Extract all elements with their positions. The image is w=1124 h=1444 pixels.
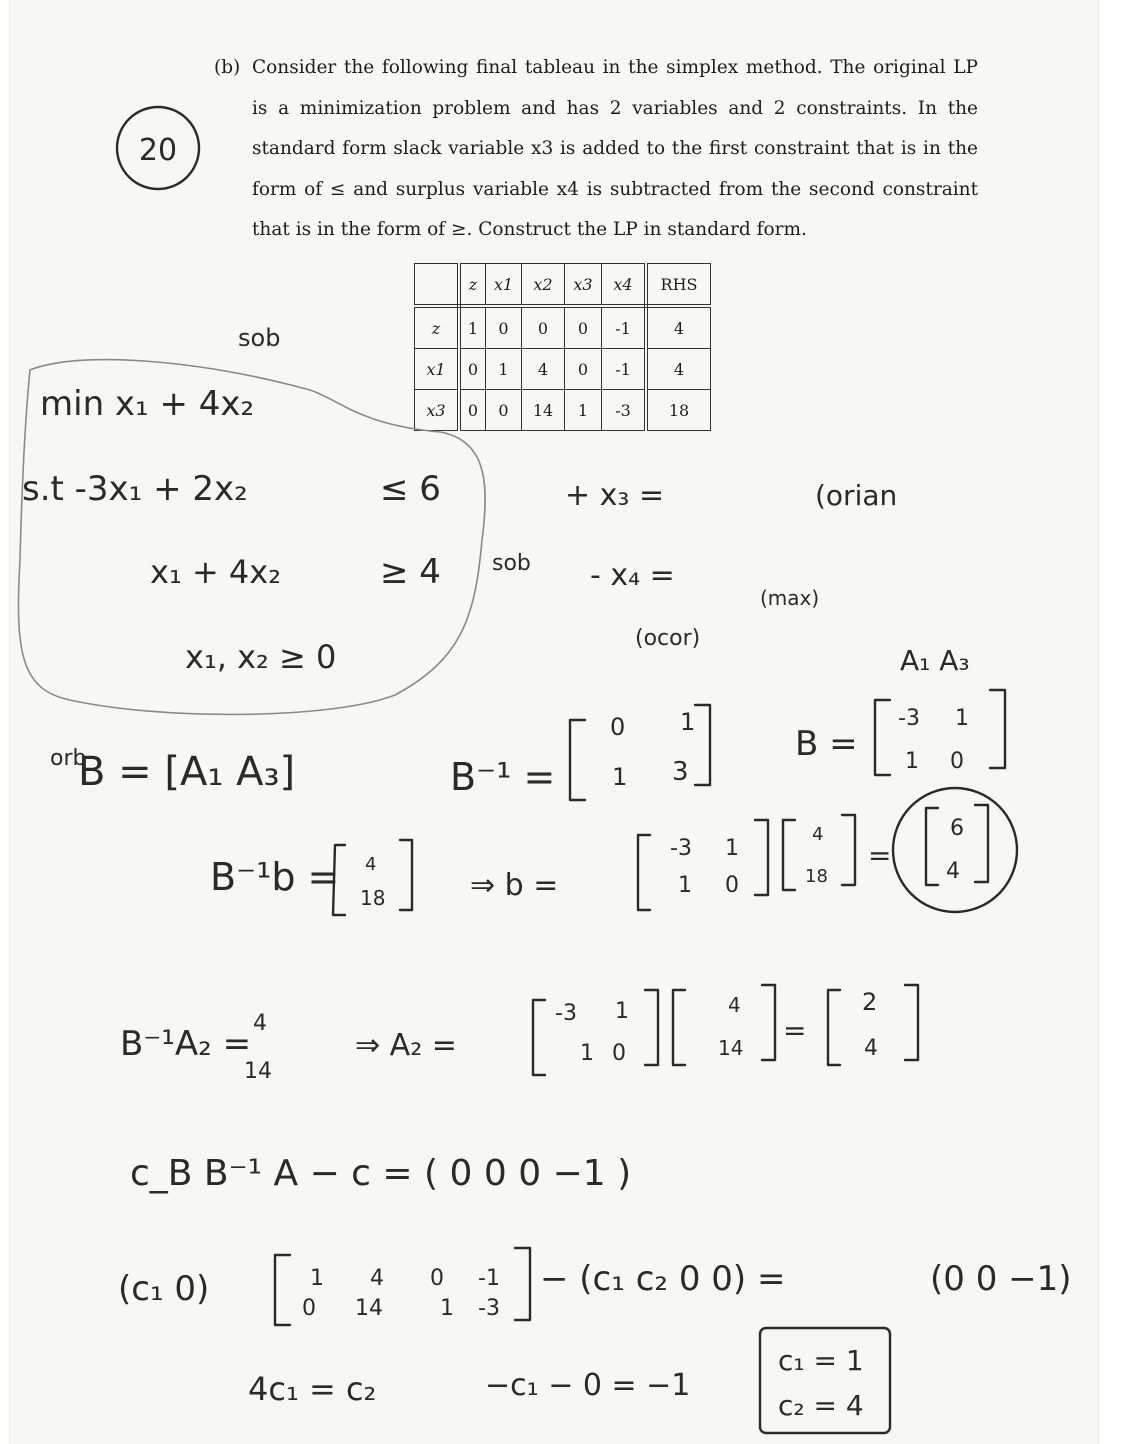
constraint-2-rel: ≥ 4 (380, 552, 441, 592)
cost-vector-left: (c₁ 0) (118, 1269, 210, 1309)
tableau-cell: -3 (602, 390, 647, 431)
tableau-header: z (459, 264, 486, 307)
tableau-cell: 4 (522, 349, 565, 390)
tableau-header: x3 (565, 264, 602, 307)
matrix-row (302, 1296, 500, 1321)
bracket-left (828, 990, 840, 1065)
tableau-cell: 0 (565, 349, 602, 390)
tableau-cell: 14 (522, 390, 565, 431)
matrix-entry: 3 (672, 757, 689, 787)
vector-entry: 2 (862, 988, 878, 1016)
vector-entry: 4 (365, 854, 377, 875)
tableau-cell: 1 (459, 306, 486, 349)
tableau-cell: 0 (522, 306, 565, 349)
cost-matrix (275, 1248, 530, 1325)
problem-text: Consider the following final tableau in the simplex method. The original LP is a minimization problem and has 2 variables and 2 constraints. In the standard form slack variable x3 is added to the first constraint that is in the form of ≤ and surplus variable x4 is subtracted from the second constraint that is in the form of ≥. Construct the LP in standard form. (252, 57, 978, 240)
matrix-entry: 0 (302, 1296, 316, 1321)
tableau-cell: 4 (646, 349, 711, 390)
surplus-term: - x₄ = (590, 558, 675, 593)
tableau-cell: 0 (459, 390, 486, 431)
problem-label: (b) (214, 57, 241, 78)
constraint-2-lhs: x₁ + 4x₂ (150, 553, 282, 591)
b-matrix (875, 690, 1005, 775)
b-calc-vector (783, 815, 855, 890)
binv-label: B⁻¹ = (450, 755, 556, 799)
tableau-cell: 1 (486, 349, 522, 390)
b-calc-matrix (638, 820, 768, 910)
tableau-basis: x3 (415, 390, 460, 431)
bracket-right (695, 705, 710, 785)
matrix-entry: -3 (555, 1001, 577, 1026)
bracket-left (570, 720, 585, 800)
a2-calc-vector (673, 985, 775, 1065)
tableau-basis: x1 (415, 349, 460, 390)
sob-scribble-2: sob (492, 551, 531, 576)
a2-label: ⇒ A₂ = (355, 1028, 457, 1063)
matrix-row (310, 1266, 500, 1291)
matrix-entry: 1 (955, 706, 969, 731)
final-equation-left: 4c₁ = c₂ (248, 1370, 377, 1408)
equals-sign: = (868, 839, 892, 872)
tableau-cell: -1 (602, 349, 647, 390)
matrix-entry: 1 (615, 999, 629, 1024)
matrix-entry: 1 (905, 749, 919, 774)
matrix-entry: 1 (440, 1296, 454, 1321)
sob-scribble: sob (238, 324, 281, 352)
binv-b-label: B⁻¹b = (210, 855, 340, 899)
tableau-cell: -1 (602, 306, 647, 349)
matrix-entry: 1 (725, 836, 739, 861)
nonnegativity: x₁, x₂ ≥ 0 (185, 638, 337, 676)
tableau-header: RHS (646, 264, 711, 307)
vector-entry: 4 (946, 859, 960, 884)
matrix-entry: -1 (478, 1266, 500, 1291)
bracket-right (755, 820, 768, 895)
tableau-cell: 0 (565, 306, 602, 349)
tableau-basis: z (415, 306, 460, 349)
vector-entry: 18 (805, 866, 828, 887)
tableau-header: x4 (602, 264, 647, 307)
bracket-right (400, 840, 412, 910)
cost-result: (0 0 −1) (930, 1259, 1072, 1299)
scribble: (max) (760, 586, 820, 610)
matrix-entry: 1 (580, 1041, 594, 1066)
b-result (893, 788, 1017, 912)
vector-entry: 4 (812, 824, 824, 845)
a2-result (828, 985, 918, 1065)
binv-matrix (570, 705, 710, 800)
bracket-left (875, 700, 890, 775)
bracket-left (275, 1255, 290, 1325)
answer-box (760, 1328, 890, 1433)
tableau-cell: 0 (459, 349, 486, 390)
a2-calc-matrix (533, 990, 658, 1075)
tableau-cell: 1 (565, 390, 602, 431)
answer-c2: c₂ = 4 (778, 1389, 864, 1422)
matrix-entry: 1 (612, 763, 628, 791)
scribble: (orian (815, 479, 898, 512)
binv-b-vector (333, 840, 412, 915)
cost-vector-mid: − (c₁ c₂ 0 0) = (540, 1259, 786, 1299)
slack-term: + x₃ = (565, 478, 665, 513)
tableau-cell: 18 (646, 390, 711, 431)
matrix-entry: 1 (310, 1266, 324, 1291)
matrix-entry: 0 (612, 1041, 626, 1066)
basis-note: orb (50, 746, 87, 771)
basis-equation: B = [A₁ A₃] (78, 749, 296, 795)
tableau-header: x2 (522, 264, 565, 307)
binv-a2-label: B⁻¹A₂ = (120, 1024, 252, 1064)
matrix-entry: 4 (370, 1266, 384, 1291)
objective-function: min x₁ + 4x₂ (40, 384, 255, 424)
tableau-cell: 4 (646, 306, 711, 349)
score-annotation (117, 107, 199, 189)
scribble: (ocor) (635, 626, 701, 651)
reduced-cost-line: c_B B⁻¹ A − c = ( 0 0 0 −1 ) (130, 1153, 632, 1194)
bracket-right (990, 690, 1005, 768)
result-circle (893, 788, 1017, 912)
matrix-entry: 0 (430, 1266, 444, 1291)
bracket-left (926, 808, 938, 885)
bracket-right (762, 985, 775, 1060)
answer-c1: c₁ = 1 (778, 1344, 864, 1377)
vector-entry: 6 (950, 816, 964, 841)
bracket-left (533, 1000, 545, 1075)
equals-sign: = (783, 1014, 807, 1047)
column-labels: A₁ A₃ (900, 644, 970, 677)
bracket-right (515, 1248, 530, 1320)
bracket-left (638, 835, 650, 910)
bracket-left (783, 820, 795, 890)
matrix-entry: 0 (950, 749, 964, 774)
tableau-cell: 0 (486, 306, 522, 349)
matrix-entry: 14 (355, 1296, 383, 1321)
vector-entry: 14 (718, 1036, 744, 1060)
constraint-1-rel: ≤ 6 (380, 469, 441, 509)
final-equation-mid: −c₁ − 0 = −1 (485, 1368, 691, 1403)
bracket-right (905, 985, 918, 1060)
matrix-entry: 0 (610, 713, 626, 741)
vector-entry: 4 (864, 1036, 878, 1061)
vector-entry: 14 (244, 1059, 272, 1084)
b-equation-label: ⇒ b = (470, 868, 559, 903)
matrix-entry: 1 (680, 708, 696, 736)
matrix-entry: -3 (478, 1296, 500, 1321)
constraint-1-lhs: s.t -3x₁ + 2x₂ (22, 469, 248, 509)
bracket-right (975, 805, 988, 882)
b-matrix-label: B = (795, 724, 858, 764)
vector-entry: 4 (728, 993, 741, 1017)
vector-entry: 4 (253, 1011, 267, 1036)
matrix-entry: -3 (898, 706, 920, 731)
lp-formulation (18, 324, 485, 714)
matrix-entry: 1 (678, 873, 692, 898)
tableau-header: x1 (486, 264, 522, 307)
bracket-left (673, 990, 685, 1065)
matrix-entry: -3 (670, 836, 692, 861)
vector-entry: 18 (360, 886, 386, 910)
tableau-cell: 0 (486, 390, 522, 431)
bracket-right (842, 815, 855, 885)
bracket-right (645, 990, 658, 1065)
score-text: 20 (138, 133, 178, 168)
matrix-entry: 0 (725, 873, 739, 898)
